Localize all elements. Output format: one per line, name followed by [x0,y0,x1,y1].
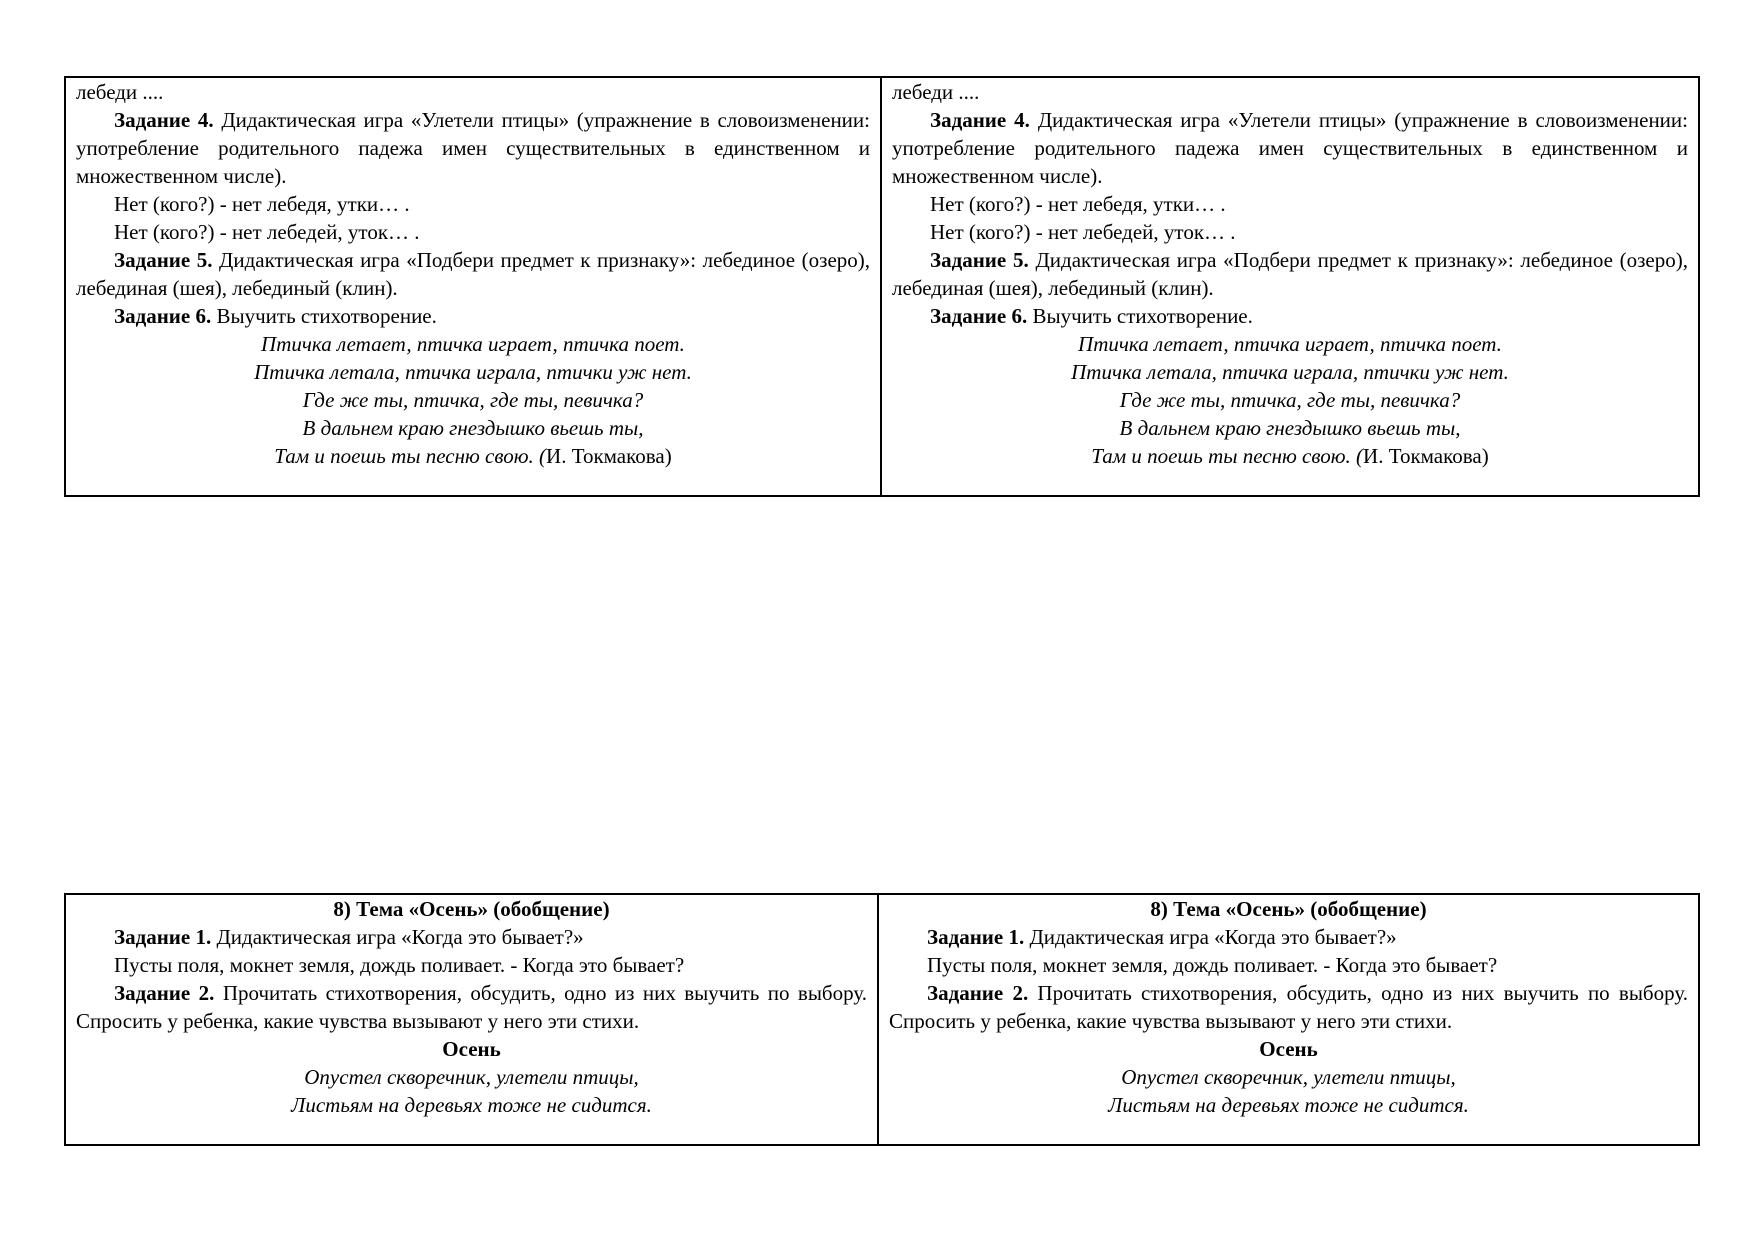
continuation-line: лебеди .... [892,80,980,104]
poem-line: Птичка летает, птичка играет, птичка поет. [261,332,685,356]
task-5-label: Задание 5. [114,248,213,272]
poem-author: И. Токмакова) [546,444,672,468]
task-6-text: Выучить стихотворение. [211,304,437,328]
task-4-text: Дидактическая игра «Улетели птицы» (упражнение в словоизменении: употребление родительного падежа имен существительных в единственном и множественном числе). [892,108,1688,188]
task-4-label: Задание 4. [114,108,214,132]
task-2-label: Задание 2. [114,981,215,1005]
example-line-1: Нет (кого?) - нет лебедя, утки… . [930,192,1226,216]
task-2-label: Задание 2. [927,981,1029,1005]
poem-line: В дальнем краю гнездышко вьешь ты, [1119,416,1461,440]
task-6-text: Выучить стихотворение. [1027,304,1253,328]
poem-line: Опустел скворечник, улетели птицы, [1121,1065,1456,1089]
example-line-2: Нет (кого?) - нет лебедей, уток… . [930,220,1236,244]
task-1-label: Задание 1. [927,925,1025,949]
bottom-table [64,893,1700,1146]
poem-line: Опустел скворечник, улетели птицы, [304,1065,639,1089]
task-2 [76,979,867,1035]
task-2 [889,979,1688,1035]
task-4 [892,106,1688,190]
poem-line: В дальнем краю гнездышко вьешь ты, [302,416,644,440]
poem-author: И. Токмакова) [1363,444,1489,468]
poem-last-text: Там и поешь ты песню свою. ( [274,444,547,468]
riddle-line: Пусты поля, мокнет земля, дождь поливает. - Когда это бывает? [927,953,1498,977]
task-5-label: Задание 5. [930,248,1029,272]
task-1-label: Задание 1. [114,925,212,949]
task-2-text: Прочитать стихотворения, обсудить, одно из них выучить по выбору. Спросить у ребенка, какие чувства вызывают у него эти стихи. [889,981,1688,1033]
poem-line: Листьям на деревьях тоже не сидится. [291,1093,652,1117]
poem-last-line [892,442,1688,470]
task-4-text: Дидактическая игра «Улетели птицы» (упражнение в словоизменении: употребление родительного падежа имен существительных в единственном и множественном числе). [76,108,870,188]
topic-title: 8) Тема «Осень» (обобщение) [333,897,610,921]
task-1-text: Дидактическая игра «Когда это бывает?» [211,925,584,949]
poem-last-text: Там и поешь ты песню свою. ( [1091,444,1364,468]
poem-line: Птичка летала, птичка играла, птички уж нет. [1071,360,1509,384]
top-table [64,76,1700,497]
task-1 [889,923,1688,951]
poem-title: Осень [1259,1037,1318,1061]
poem-line: Где же ты, птичка, где ты, певичка? [1119,388,1461,412]
topic-title: 8) Тема «Осень» (обобщение) [1150,897,1427,921]
task-5-text: Дидактическая игра «Подбери предмет к признаку»: лебединое (озеро), лебединая (шея), лебединый (клин). [892,248,1688,300]
poem-title: Осень [442,1037,501,1061]
task-5 [892,246,1688,302]
poem-line: Где же ты, птичка, где ты, певичка? [302,388,644,412]
task-1 [76,923,867,951]
task-5 [76,246,870,302]
task-1-text: Дидактическая игра «Когда это бывает?» [1024,925,1397,949]
example-line-2: Нет (кого?) - нет лебедей, уток… . [114,220,420,244]
poem-line: Листьям на деревьях тоже не сидится. [1108,1093,1469,1117]
task-6-label: Задание 6. [114,304,212,328]
continuation-line: лебеди .... [76,80,164,104]
bottom-left-cell [66,895,879,1144]
poem-line: Птичка летает, птичка играет, птичка поет. [1078,332,1502,356]
task-5-text: Дидактическая игра «Подбери предмет к признаку»: лебединое (озеро), лебединая (шея), лебединый (клин). [76,248,871,300]
example-line-1: Нет (кого?) - нет лебедя, утки… . [114,192,410,216]
poem-last-line [76,442,870,470]
task-4 [76,106,870,190]
task-2-text: Прочитать стихотворения, обсудить, одно из них выучить по выбору. Спросить у ребенка, какие чувства вызывают у него эти стихи. [76,981,867,1033]
riddle-line: Пусты поля, мокнет земля, дождь поливает. - Когда это бывает? [114,953,685,977]
poem-line: Птичка летала, птичка играла, птички уж нет. [254,360,692,384]
top-left-cell [66,78,882,495]
task-6 [76,302,870,330]
task-4-label: Задание 4. [930,108,1030,132]
bottom-right-cell [879,895,1698,1144]
task-6 [892,302,1688,330]
task-6-label: Задание 6. [930,304,1028,328]
top-right-cell [882,78,1698,495]
